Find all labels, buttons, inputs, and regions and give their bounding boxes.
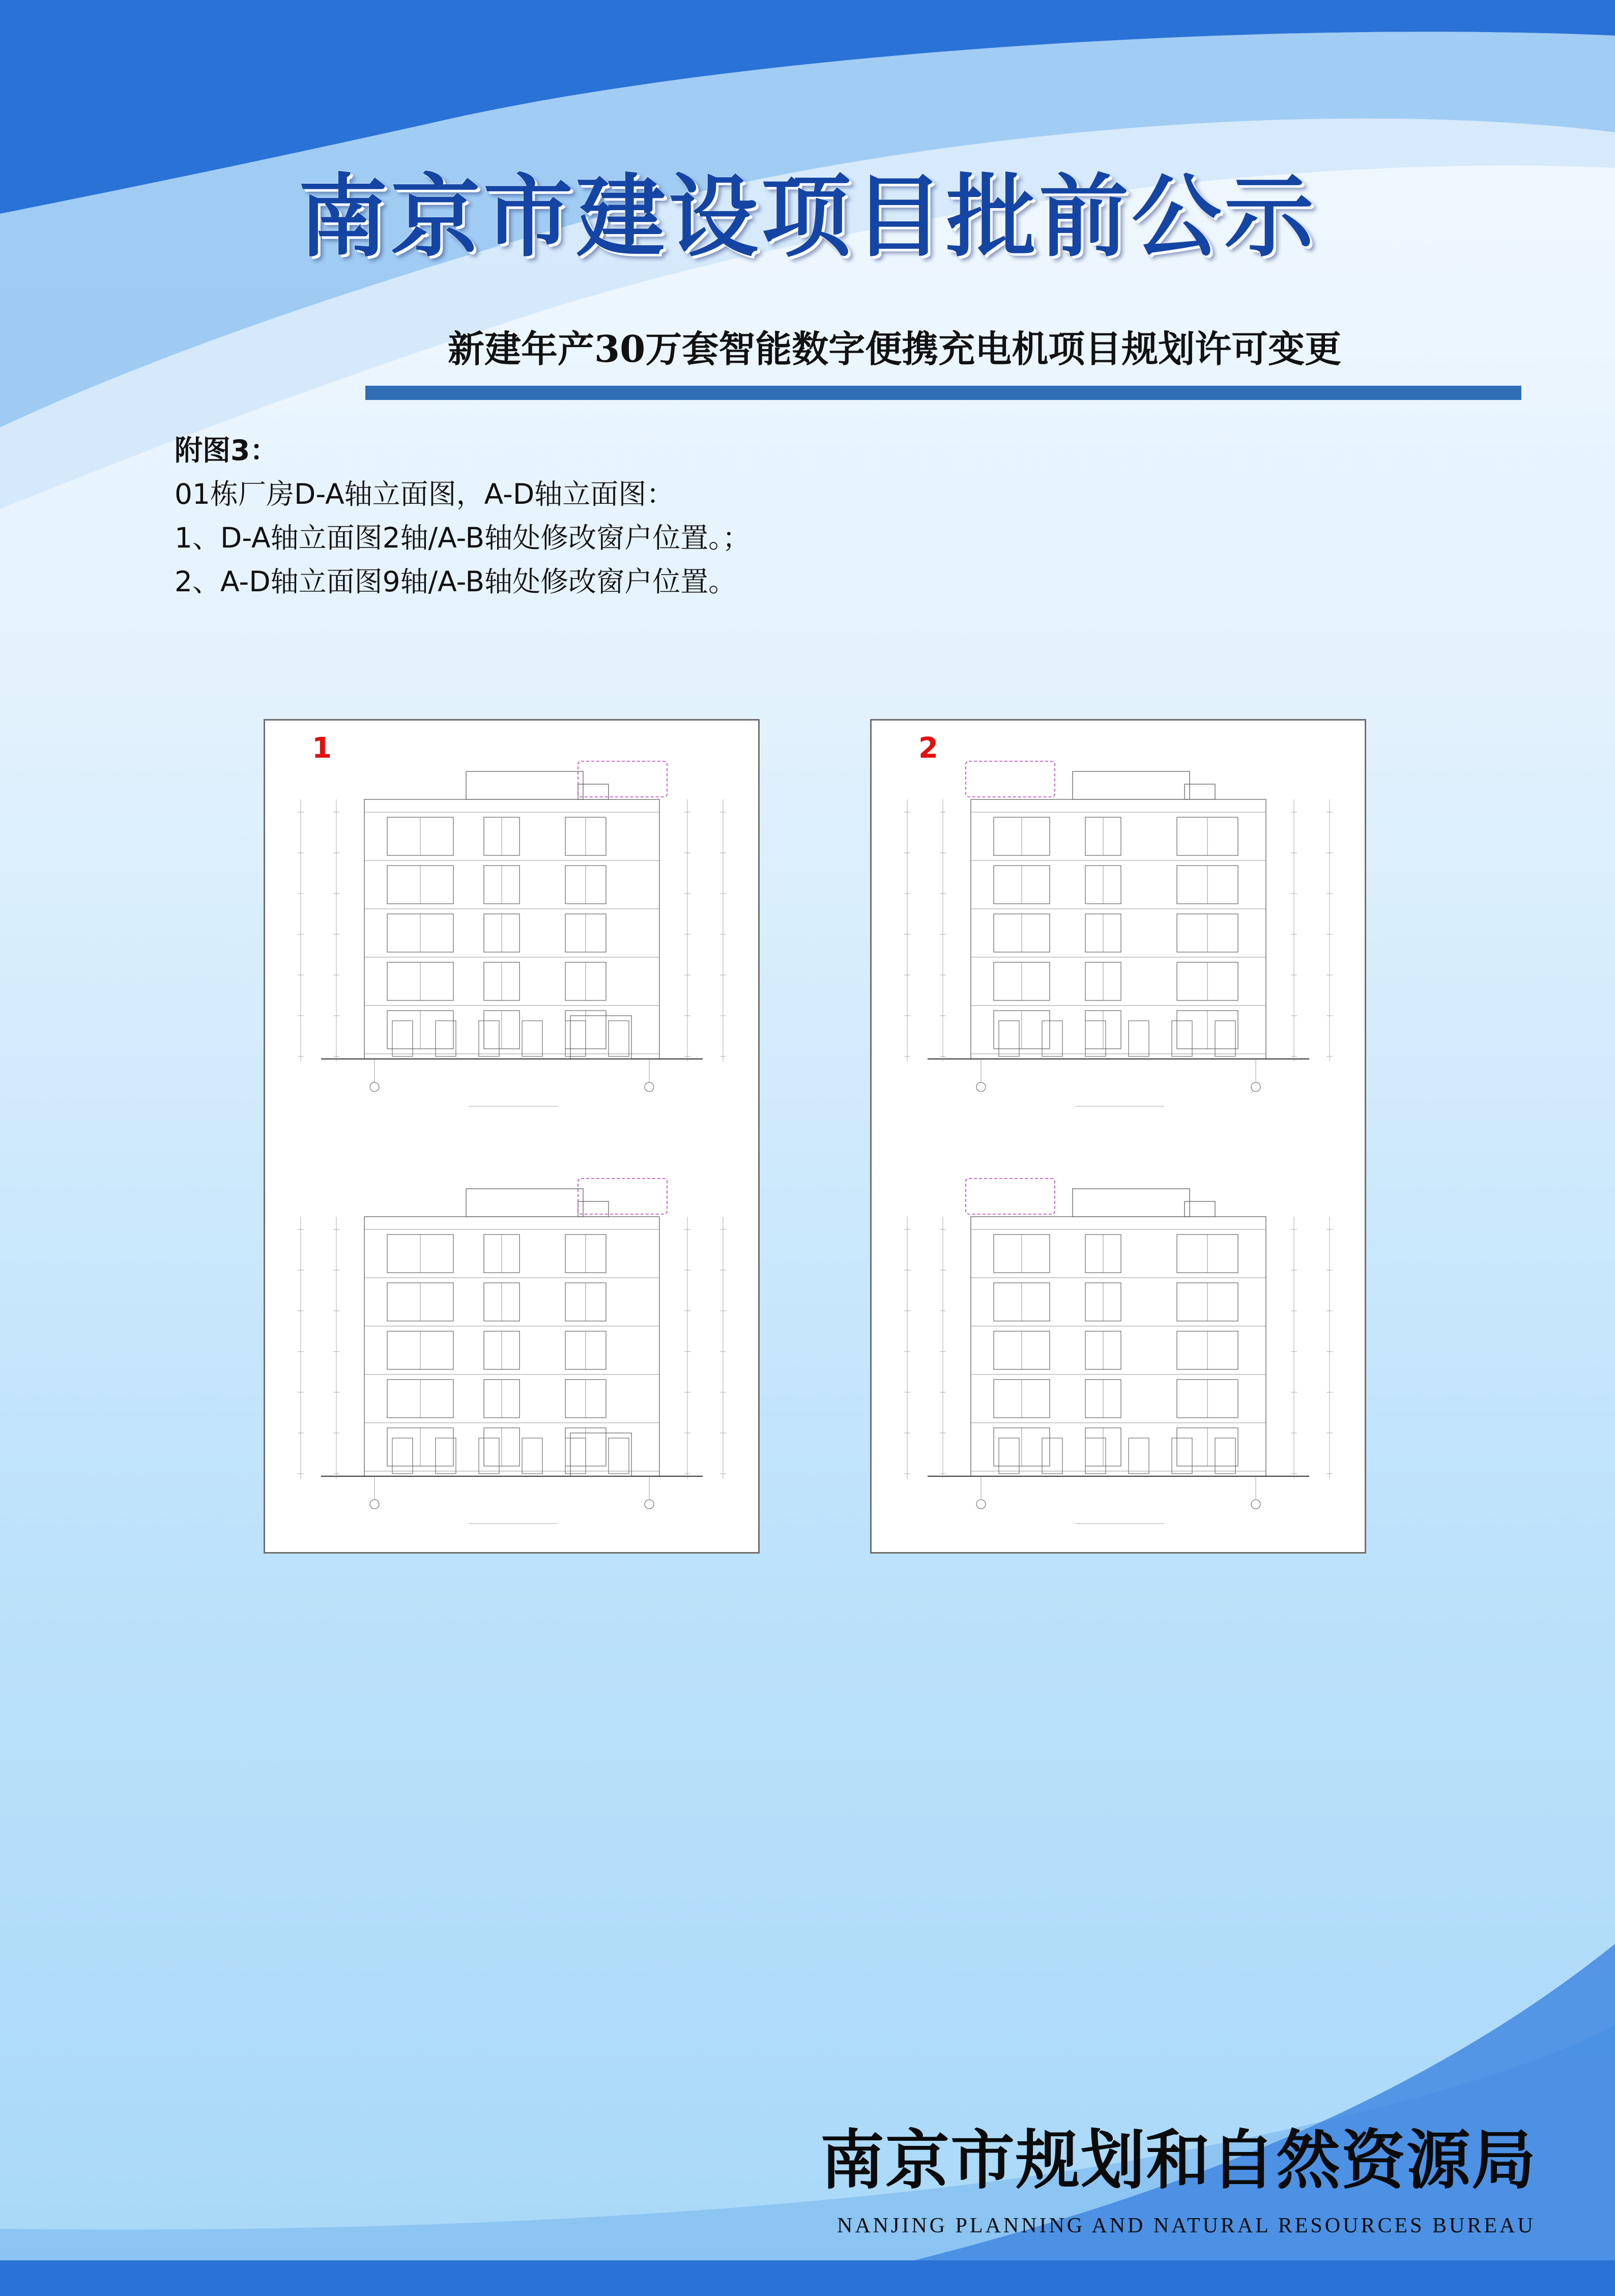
note-line: 1、D-A轴立面图2轴/A-B轴处修改窗户位置。；: [175, 522, 751, 554]
footer-bar: [0, 2260, 1615, 2296]
project-subtitle: 新建年产30万套智能数字便携充电机项目规划许可变更: [448, 327, 1342, 370]
note-heading: 附图3：: [175, 434, 278, 467]
note-line: 01栋厂房D-A轴立面图，A-D轴立面图：: [175, 478, 675, 510]
bureau-name-cn: 南京市规划和自然资源局: [820, 2122, 1537, 2198]
elevation-drawing-2: [870, 719, 1366, 1554]
elevation-drawing-1: [264, 719, 760, 1554]
bureau-name-en: NANJING PLANNING AND NATURAL RESOURCES BUREAU: [837, 2214, 1536, 2237]
drawing-number: 2: [918, 732, 938, 765]
page-title: 南京市建设项目批前公示: [298, 164, 1317, 269]
drawing-number: 1: [312, 732, 332, 765]
note-line: 2、A-D轴立面图9轴/A-B轴处修改窗户位置。: [175, 565, 737, 598]
subtitle-underline: [365, 386, 1521, 400]
elevation-sheet: [265, 721, 761, 1555]
attachment-note: [175, 428, 751, 604]
elevation-sheet: [872, 721, 1368, 1555]
